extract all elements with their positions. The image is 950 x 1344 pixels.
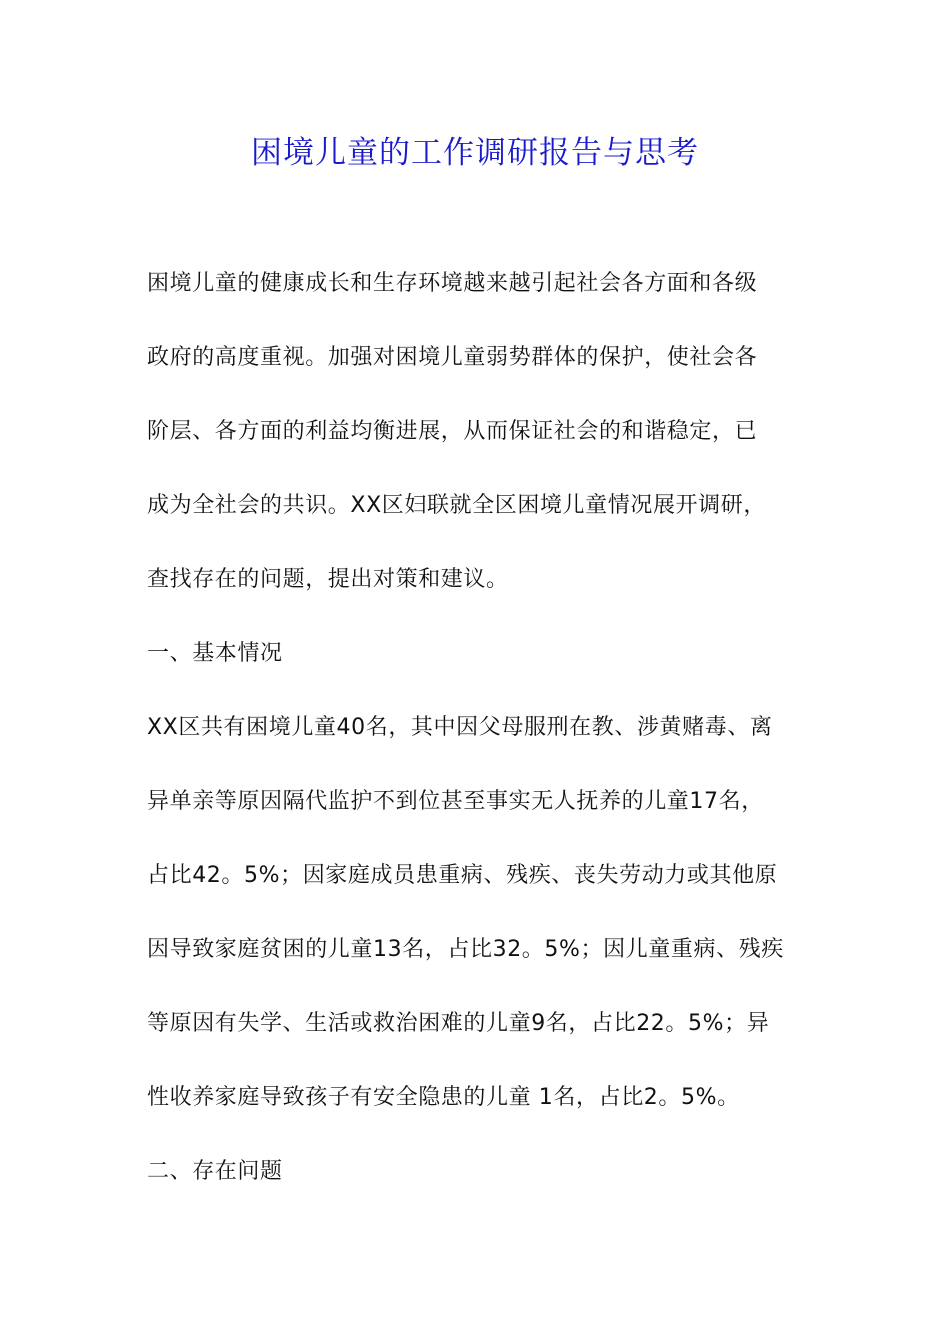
intro-line-2: 政府的高度重视。加强对困境儿童弱势群体的保护，使社会各 bbox=[147, 345, 758, 370]
section1-line-5: 等原因有失学、生活或救治困难的儿童9名，占比22。5%；异 bbox=[147, 1011, 770, 1036]
intro-line-4: 成为全社会的共识。XX区妇联就全区困境儿童情况展开调研， bbox=[147, 493, 766, 518]
intro-line-1: 困境儿童的健康成长和生存环境越来越引起社会各方面和各级 bbox=[147, 271, 758, 296]
section1-line-2: 异单亲等原因隔代监护不到位甚至事实无人抚养的儿童17名， bbox=[147, 789, 764, 814]
section1-line-6: 性收养家庭导致孩子有安全隐患的儿童 1名，占比2。5%。 bbox=[147, 1085, 740, 1110]
section1-line-4: 因导致家庭贫困的儿童13名，占比32。5%；因儿童重病、残疾 bbox=[147, 937, 784, 962]
section-heading-problems: 二、存在问题 bbox=[147, 1159, 283, 1184]
intro-line-3: 阶层、各方面的利益均衡进展，从而保证社会的和谐稳定，已 bbox=[147, 419, 758, 444]
document-title: 困境儿童的工作调研报告与思考 bbox=[251, 135, 699, 171]
section-heading-basic: 一、基本情况 bbox=[147, 641, 283, 666]
section1-line-1: XX区共有困境儿童40名，其中因父母服刑在教、涉黄赌毒、离 bbox=[147, 715, 773, 740]
intro-line-5: 查找存在的问题，提出对策和建议。 bbox=[147, 567, 509, 592]
section1-line-3: 占比42。5%；因家庭成员患重病、残疾、丧失劳动力或其他原 bbox=[147, 863, 778, 888]
